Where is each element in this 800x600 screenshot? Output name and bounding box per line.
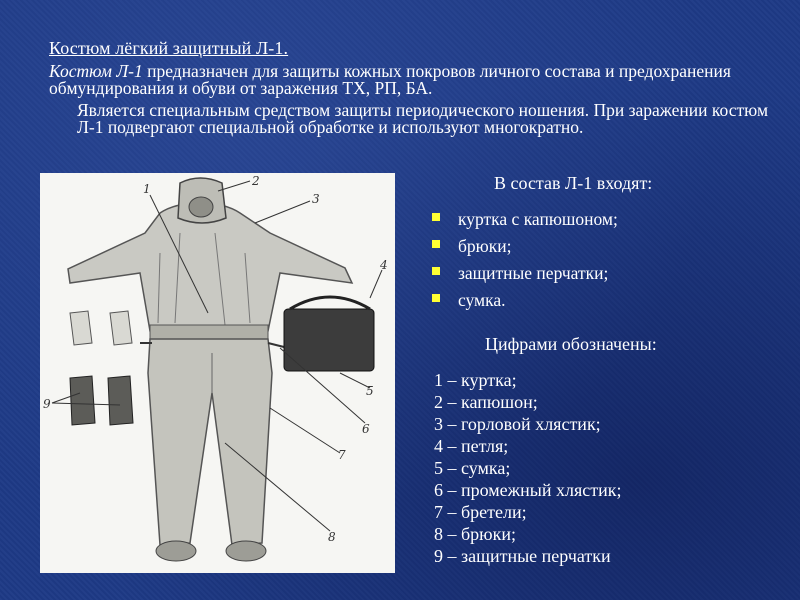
square-bullet-icon: [432, 294, 440, 302]
suit-drawing: [40, 173, 395, 573]
list-item: куртка с капюшоном;: [430, 209, 618, 236]
legend-list: [434, 370, 621, 568]
legend-item: 6 – промежный хлястик;: [434, 480, 622, 500]
figure-label-3: 3: [312, 192, 320, 206]
intro-paragraph-1: [49, 63, 779, 97]
slide-title: Костюм лёгкий защитный Л-1.: [49, 38, 289, 58]
figure-label-9: 9: [43, 397, 51, 411]
square-bullet-icon: [432, 240, 440, 248]
intro-paragraph-2: Является специальным средством защиты периодического ношения. При заражении костюм Л-1 подвергают специальной обработке и используют многократно.: [77, 100, 769, 137]
legend-item: 7 – бретели;: [434, 502, 527, 522]
composition-list: [430, 209, 618, 317]
figure-label-8: 8: [328, 530, 336, 544]
legend-item: 8 – брюки;: [434, 524, 516, 544]
legend-item: 2 – капюшон;: [434, 392, 538, 412]
figure-label-4: 4: [380, 258, 388, 272]
figure-label-5: 5: [366, 384, 374, 398]
legend-item: 1 – куртка;: [434, 370, 517, 390]
suit-illustration: [40, 173, 395, 573]
intro-text: [49, 63, 779, 136]
legend-item: 4 – петля;: [434, 436, 509, 456]
figure-label-6: 6: [362, 422, 370, 436]
legend-item: 9 – защитные перчатки: [434, 546, 611, 566]
figure-label-1: 1: [143, 182, 151, 196]
square-bullet-icon: [432, 213, 440, 221]
composition-heading: В состав Л-1 входят:: [494, 173, 653, 193]
list-item: брюки;: [430, 236, 618, 263]
legend-item: 5 – сумка;: [434, 458, 511, 478]
intro-rest: предназначен для защиты кожных покровов личного состава и предохранения обмундирования и обуви от заражения ТХ, РП, БА.: [49, 61, 731, 98]
square-bullet-icon: [432, 267, 440, 275]
figure-label-2: 2: [252, 174, 260, 188]
legend-heading: Цифрами обозначены:: [485, 334, 657, 354]
intro-lead: Костюм Л-1: [49, 61, 143, 81]
legend-item: 3 – горловой хлястик;: [434, 414, 601, 434]
list-item: защитные перчатки;: [430, 263, 618, 290]
figure-label-7: 7: [338, 448, 346, 462]
list-item: сумка.: [430, 290, 618, 317]
